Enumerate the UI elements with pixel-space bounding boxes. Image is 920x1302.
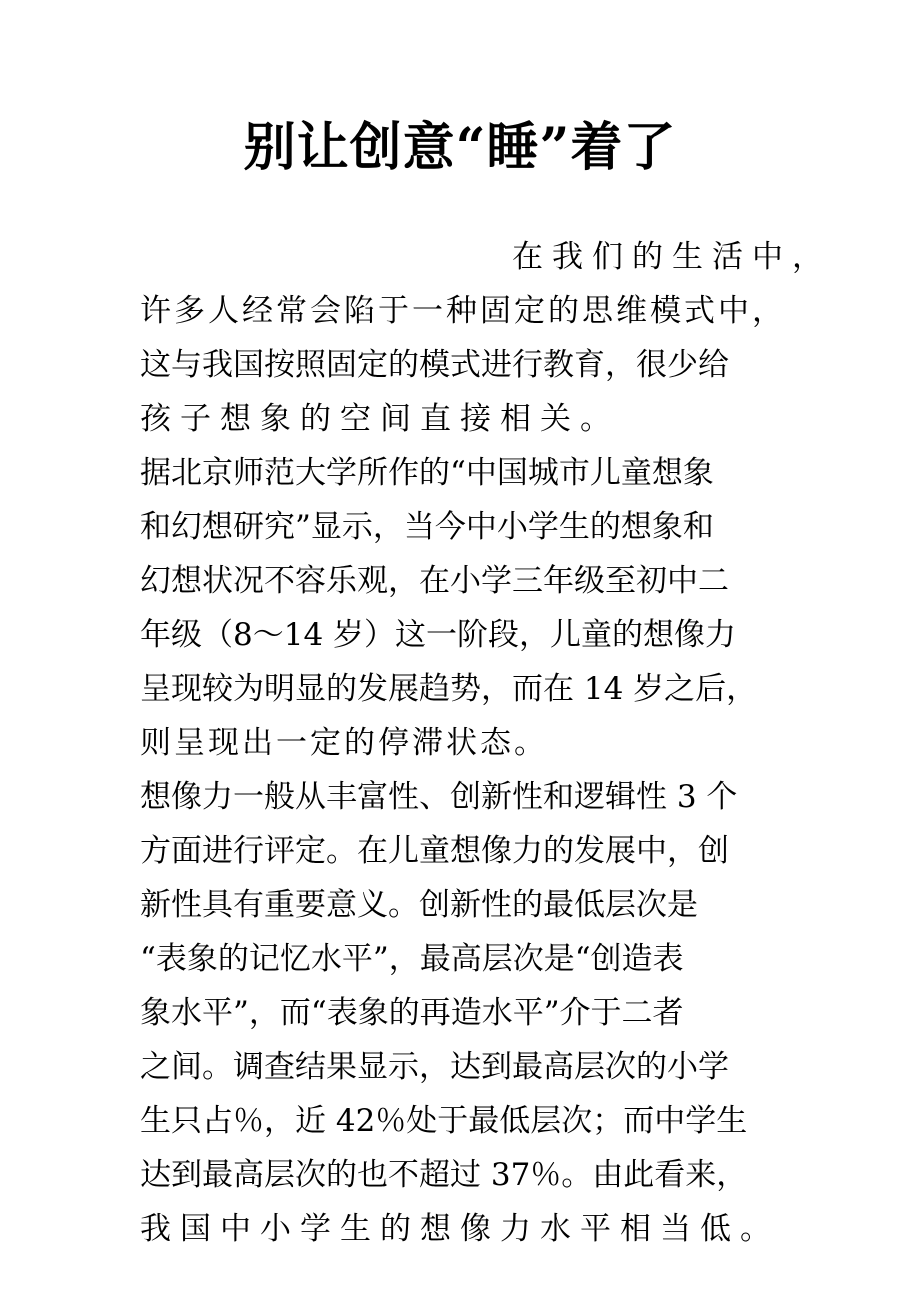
text-line: 这与我国按照固定的模式进行教育，很少给 — [140, 347, 729, 383]
text-line: 和幻想研究”显示，当今中小学生的想象和 — [140, 509, 714, 545]
text-line: 幻想状况不容乐观，在小学三年级至初中二 — [140, 563, 729, 599]
text-line: 方面进行评定。在儿童想像力的发展中，创 — [140, 833, 729, 869]
text-line: “表象的记忆水平”，最高层次是“创造表 — [140, 941, 684, 977]
document-body — [140, 230, 832, 1256]
text-line: 想像力一般从丰富性、创新性和逻辑性 3 个 — [140, 779, 738, 815]
text-line: 达到最高层次的也不超过 37％。由此看来， — [140, 1157, 748, 1193]
text-line: 据北京师范大学所作的“中国城市儿童想象 — [140, 455, 714, 491]
text-line: 生只占％，近 42％处于最低层次；而中学生 — [140, 1103, 748, 1139]
text-line: 我国中小学生的想像力水平相当低。 — [140, 1211, 780, 1247]
text-line: 则呈现出一定的停滞状态。 — [140, 725, 548, 761]
text-line: 孩子想象的空间直接相关。 — [140, 401, 620, 437]
text-line: 新性具有重要意义。创新性的最低层次是 — [140, 887, 698, 923]
text-line: 许多人经常会陷于一种固定的思维模式中， — [140, 293, 786, 329]
text-line: 年级（8～14 岁）这一阶段，儿童的想像力 — [140, 617, 737, 653]
text-line: 在我们的生活中， — [512, 239, 832, 275]
text-line: 呈现较为明显的发展趋势，而在 14 岁之后， — [140, 671, 758, 707]
text-line: 之间。调查结果显示，达到最高层次的小学 — [140, 1049, 729, 1085]
document-title: 别让创意“睡”着了 — [243, 117, 677, 178]
text-line: 象水平”，而“表象的再造水平”介于二者 — [140, 995, 684, 1031]
